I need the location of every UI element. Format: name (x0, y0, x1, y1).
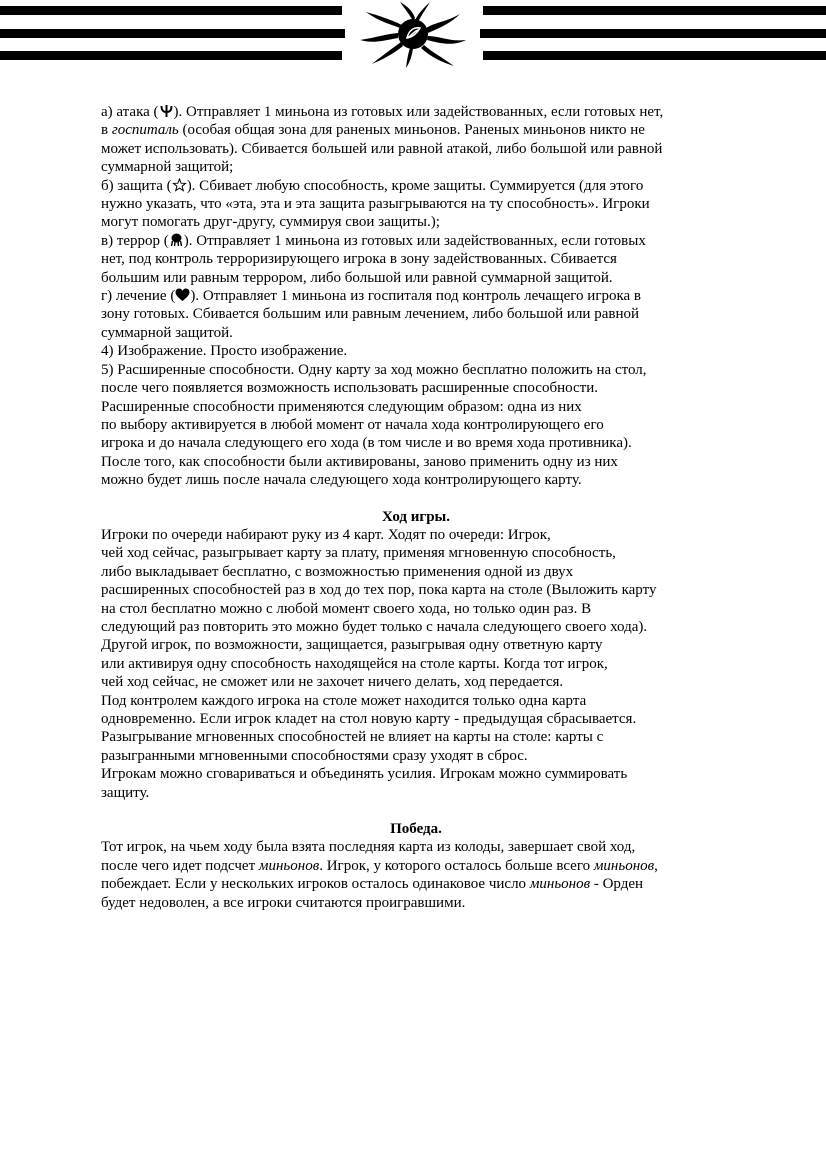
term-minions: миньонов (593, 857, 655, 874)
ability-defense: б) защита ( ). Сбивает любую способность, кроме защиты. Суммируется (для этого нужно указать, что «эта, эта и эта защита разыгрываются на ту способность». Игроки могут помогать друг-другу, суммируя свои защиты.); (101, 177, 650, 231)
rules-text (101, 103, 731, 912)
term-minions: миньонов (258, 857, 320, 874)
ability-attack-label: а) атака ( (101, 104, 159, 120)
header-stripe-right-top (483, 6, 826, 15)
header-stripe-left-middle (0, 29, 345, 38)
item-extended-abilities: 5) Расширенные способности. Одну карту за ход можно бесплатно положить на стол, после чего появляется возможность использовать расширенные способности. Расширенные способности применяются следующим образом: одна из них по выбору активируется в любой момент от начала хода контролирующего его игрока и до начала следующего его хода (в том числе и во время хода противника). После того, как способности были активированы, заново применить одну из них можно будет лишь после начала следующего хода контролирующего карту. (101, 361, 647, 489)
header-stripe-right-bottom (483, 51, 826, 60)
sun-leaf-emblem-icon (354, 0, 472, 68)
header-stripe-left-top (0, 6, 342, 15)
star-shield-icon (172, 178, 187, 192)
header-stripe-right-middle (480, 29, 826, 38)
term-hospital: госпиталь (111, 122, 179, 139)
ability-attack: а) атака ( ). Отправляет 1 миньона из готовых или задействованных, если готовых нет, в госпиталь (особая общая зона для раненых миньонов. Раненых миньонов никто не может использовать). Сбивается большей или равной атакой, либо большой или равной суммарной защитой; (101, 104, 664, 176)
section-turn-body: Игроки по очереди набирают руку из 4 карт. Ходят по очереди: Игрок, чей ход сейчас, разыгрывает карту за плату, применяя мгновенную способность, либо выкладывает бесплатно, с возможностью применения одной из двух расширенных способностей раз в ход до тех пор, пока карта на столе (Выложить карту на стол бесплатно можно с любой момент своего хода, но только один раз. В следующий раз повторить это можно будет только с начала следующего своего хода). Другой игрок, по возможности, защищается, разыгрывая одну ответную карту или активируя одну способность находящейся на столе карты. Когда тот игрок, чей ход сейчас, не сможет или не захочет ничего делать, ход передается. Под контролем каждого игрока на столе может находится только одна карта одновременно. Если игрок кладет на стол новую карту - предыдущая сбрасывается. Разыгрывание мгновенных способностей не влияет на карты на столе: карты с разыгранными мгновенными способностями сразу уходят в сброс. Игрокам можно сговариваться и объединять усилия. Игрокам можно суммировать защиту. (101, 526, 657, 801)
trident-icon (159, 104, 174, 118)
header-decoration (0, 0, 826, 70)
term-minions: миньонов (529, 876, 591, 893)
section-title-turn: Ход игры. (381, 508, 451, 525)
header-stripe-left-bottom (0, 51, 342, 60)
ability-terror: в) террор ( ). Отправляет 1 миньона из готовых или задействованных, если готовых нет, под контроль терроризирующего игрока в зону задействованных. Сбивается большим или равным террором, либо большой или равной суммарной защитой. (101, 232, 646, 286)
item-image: 4) Изображение. Просто изображение. (101, 343, 348, 360)
ability-defense-label: б) защита ( (101, 177, 172, 194)
section-title-victory: Победа. (390, 821, 442, 838)
section-victory-body: Тот игрок, на чьем ходу была взята последняя карта из колоды, завершает свой ход, после чего идет подсчет миньонов. Игрок, у которого осталось больше всего миньонов, побеждает. Если у нескольких игроков осталось одинаковое число миньонов - Орден будет недоволен, а все игроки считаются проигравшими. (101, 839, 658, 911)
ability-terror-label: в) террор ( (101, 232, 169, 249)
ability-healing: г) лечение ( ). Отправляет 1 миньона из госпиталя под контроль лечащего игрока в зону готовых. Сбивается большим или равным лечением, либо большой или равной суммарной защитой. (101, 288, 642, 341)
ability-healing-label: г) лечение ( (101, 288, 176, 305)
heart-icon (175, 288, 190, 302)
skull-tentacle-icon (169, 233, 184, 247)
